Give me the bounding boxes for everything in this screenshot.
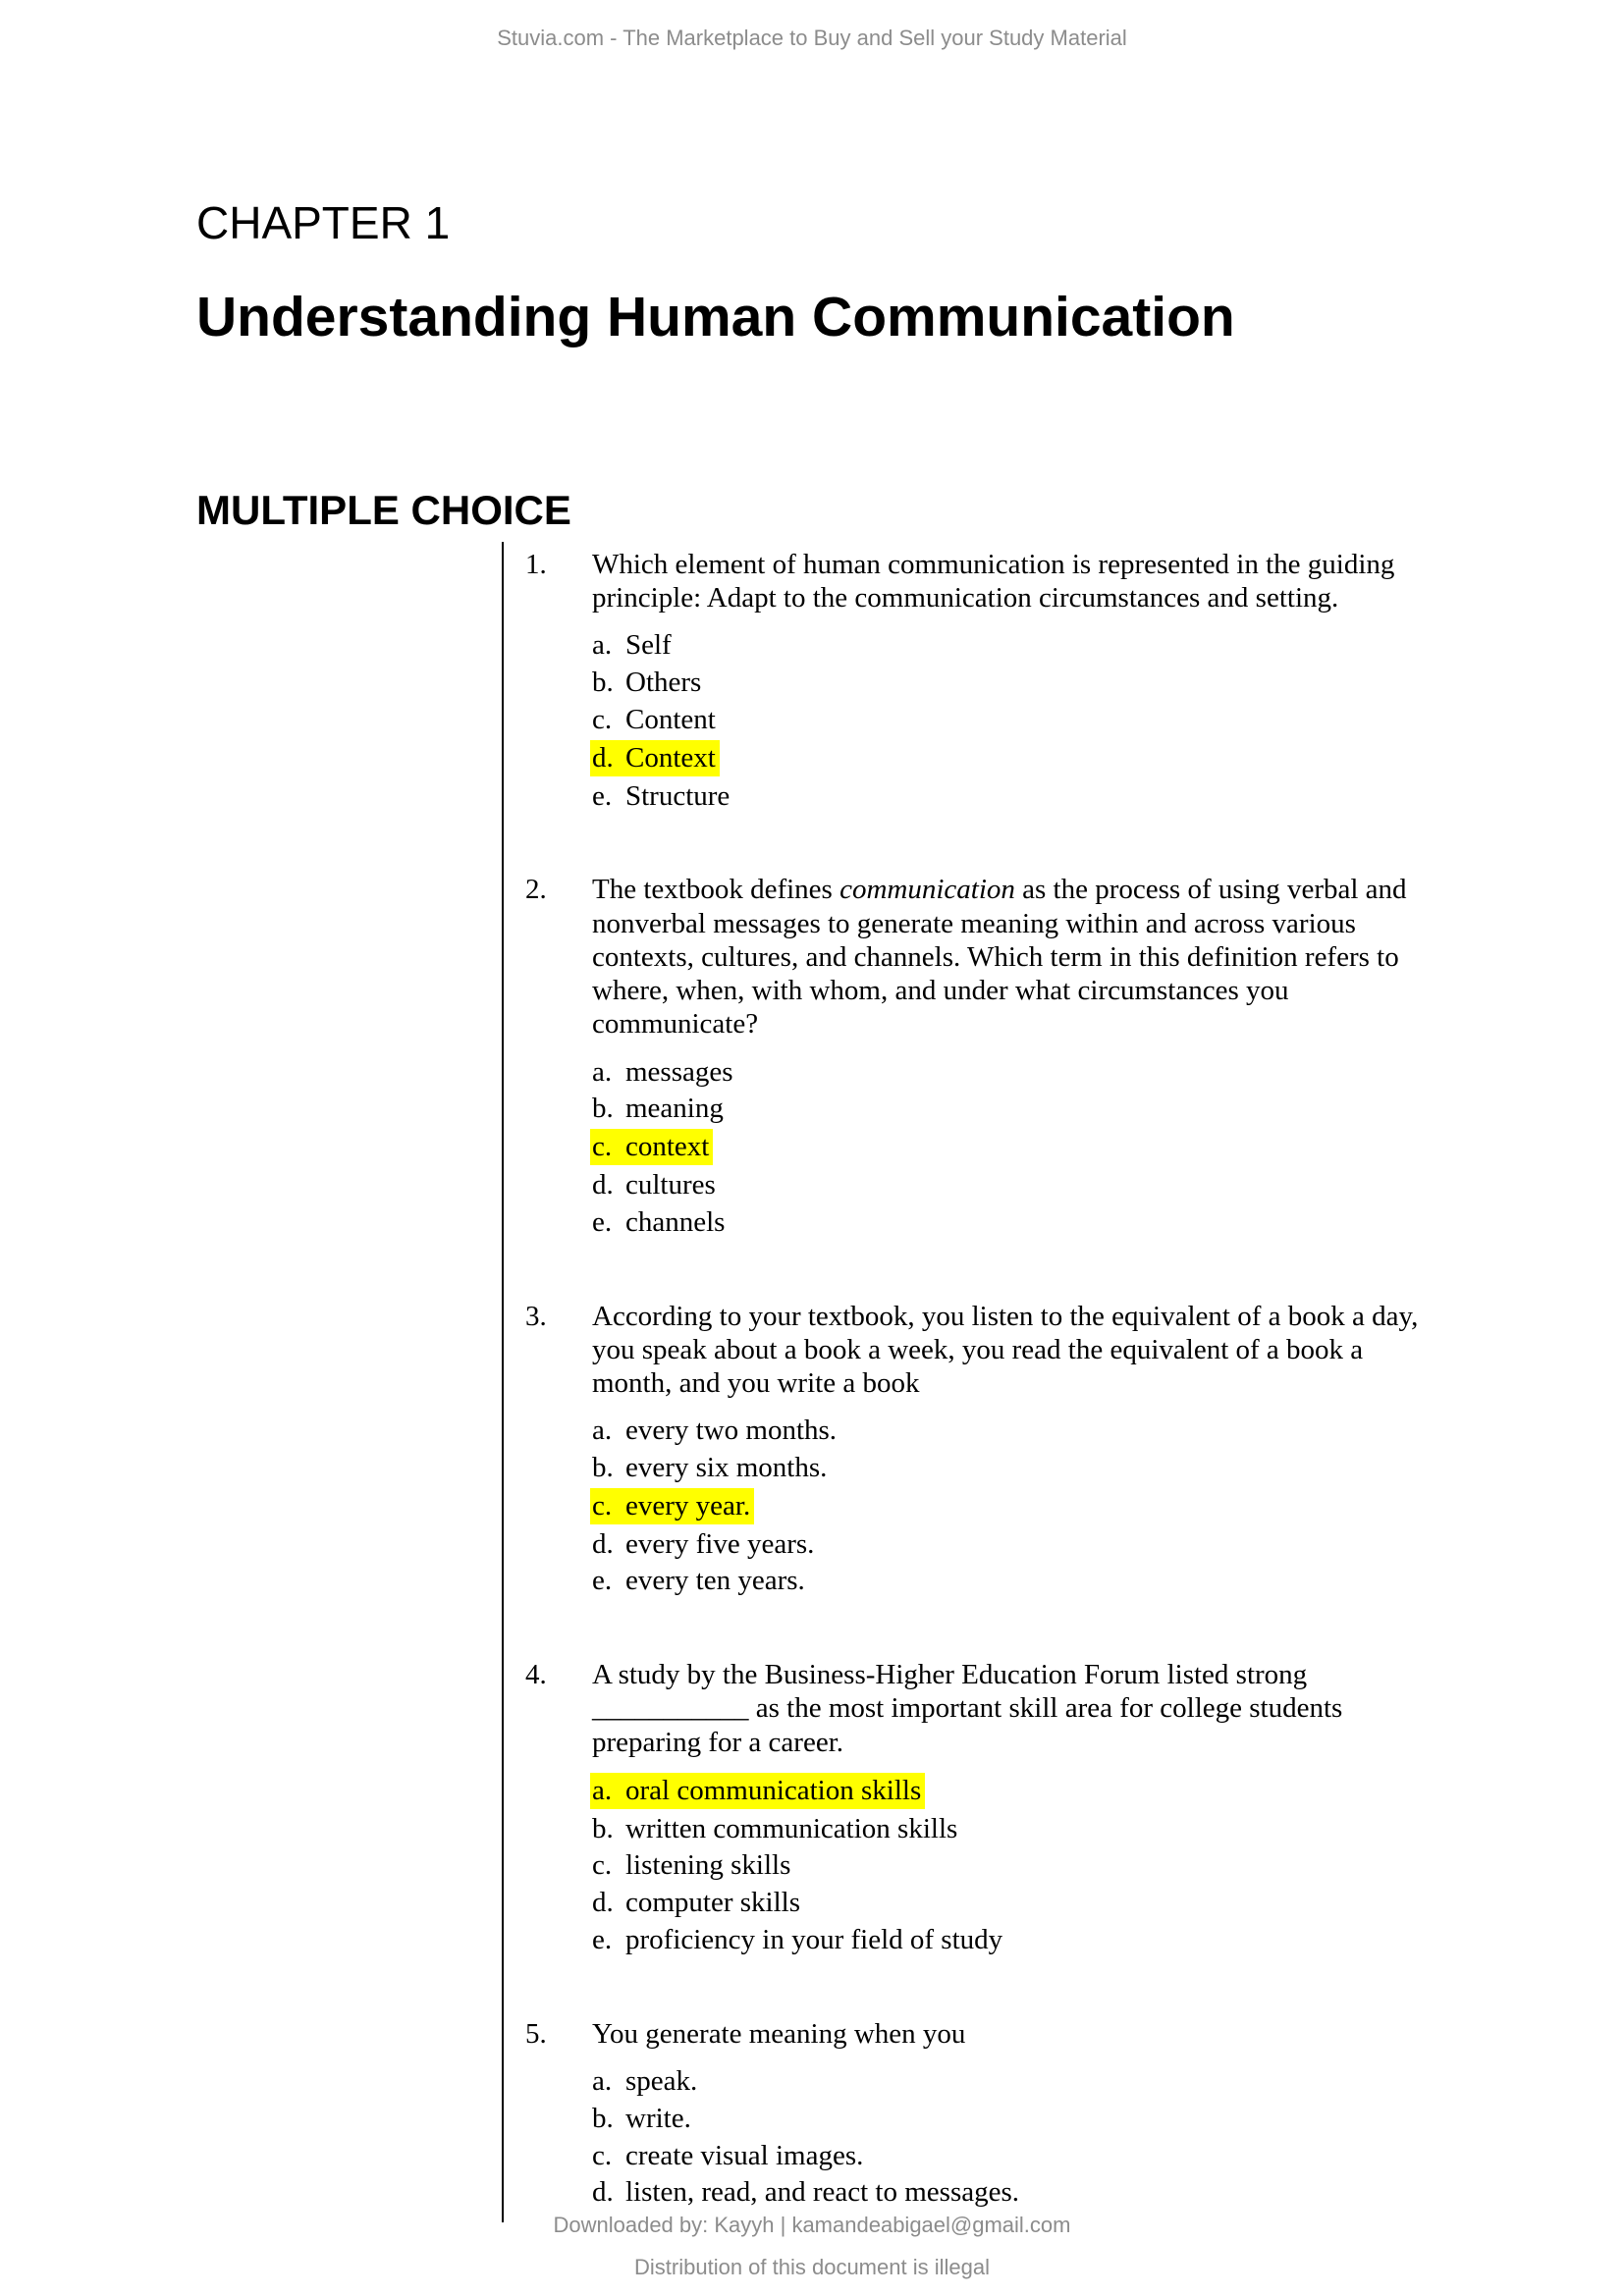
option-row	[592, 2175, 1429, 2210]
option	[592, 2102, 691, 2136]
option-text: written communication skills	[625, 1812, 958, 1844]
option	[592, 1414, 837, 1448]
option-row	[592, 1773, 1429, 1809]
option-row	[592, 666, 1429, 700]
option-row	[592, 740, 1429, 776]
option-row	[592, 1886, 1429, 1920]
question-body	[592, 1300, 1429, 1602]
questions-list	[502, 542, 1492, 2222]
option-letter: d.	[592, 2176, 614, 2209]
option-text: speak.	[625, 2065, 698, 2097]
option-text: write.	[625, 2102, 691, 2134]
option-letter: c.	[592, 2139, 613, 2171]
option-letter: b.	[592, 1093, 614, 1125]
question-text-pre: According to your textbook, you listen to the equivalent of a book a day, you speak about a book a week, you read the equivalent of a book a month, and you write a book	[592, 1300, 1419, 1399]
option-row	[592, 1205, 1429, 1240]
option-letter: b.	[592, 1812, 614, 1844]
option-letter: c.	[592, 1131, 613, 1163]
option-letter: a.	[592, 1415, 613, 1447]
question-body	[592, 548, 1429, 816]
question-body	[592, 1658, 1429, 1960]
option-letter: c.	[592, 704, 613, 736]
option-text: Context	[625, 741, 716, 774]
option-row	[592, 1564, 1429, 1598]
option-row	[592, 1129, 1429, 1165]
option-row	[592, 1168, 1429, 1202]
option-letter: b.	[592, 1451, 614, 1483]
question-text	[592, 873, 1429, 1041]
option-text: proficiency in your field of study	[625, 1923, 1003, 1955]
option-row	[592, 703, 1429, 737]
option-row	[592, 1848, 1429, 1883]
option	[592, 2139, 863, 2173]
question-text-post: as the process of using verbal and nonverbal messages to generate meaning within and across various contexts, cultures, and channels. Which term in this definition refers to where, when, with whom, and under what circumstances you communicate?	[592, 874, 1407, 1041]
option	[592, 666, 701, 700]
question-number: 3.	[525, 1300, 547, 1332]
question-text	[592, 1300, 1429, 1401]
option-text: Self	[625, 629, 672, 662]
option-row	[592, 2139, 1429, 2173]
question	[525, 873, 1492, 1242]
option-text: Structure	[625, 779, 731, 812]
option	[592, 1168, 716, 1202]
option-letter: e.	[592, 1565, 613, 1597]
option-text: Others	[625, 667, 702, 699]
question-text-pre: Which element of human communication is represented in the guiding principle: Adapt to the communication circumstances and setting.	[592, 549, 1395, 614]
option-text: every six months.	[625, 1451, 828, 1483]
option-letter: c.	[592, 1849, 613, 1882]
option-highlighted	[590, 1129, 713, 1165]
question-number: 5.	[525, 2017, 547, 2050]
option-text: listen, read, and react to messages.	[625, 2176, 1020, 2209]
question	[525, 2017, 1492, 2213]
question-text-pre: You generate meaning when you	[592, 2017, 966, 2050]
option-highlighted	[590, 740, 720, 776]
option	[592, 2175, 1019, 2210]
question-text	[592, 548, 1429, 614]
option	[592, 1812, 957, 1846]
option-letter: e.	[592, 1923, 613, 1955]
option	[592, 1923, 1002, 1957]
option-row	[592, 1414, 1429, 1448]
option	[592, 779, 730, 814]
option-text: context	[625, 1131, 710, 1163]
option-text: meaning	[625, 1093, 724, 1125]
option-row	[592, 1092, 1429, 1126]
question-number: 4.	[525, 1659, 547, 1691]
option	[592, 703, 716, 737]
option	[592, 1564, 805, 1598]
question-text	[592, 1658, 1429, 1759]
option-row	[592, 1812, 1429, 1846]
question	[525, 1300, 1492, 1602]
option-text: messages	[625, 1055, 733, 1088]
question	[525, 1658, 1492, 1960]
download-attribution: Downloaded by: Kayyh | kamandeabigael@gmail.com	[553, 2213, 1071, 2237]
option	[592, 1886, 800, 1920]
option-row	[592, 2102, 1429, 2136]
option-letter: c.	[592, 1489, 613, 1522]
distribution-notice: Distribution of this document is illegal	[634, 2255, 990, 2279]
option	[592, 1092, 724, 1126]
option-letter: d.	[592, 741, 614, 774]
section-heading: MULTIPLE CHOICE	[196, 487, 571, 533]
options-list	[592, 628, 1429, 813]
option	[592, 1055, 733, 1090]
chapter-label: CHAPTER 1	[196, 197, 451, 248]
option-letter: b.	[592, 2102, 614, 2134]
option-text: oral communication skills	[625, 1774, 922, 1806]
option-letter: d.	[592, 1168, 614, 1201]
option-letter: a.	[592, 1055, 613, 1088]
question	[525, 548, 1492, 816]
option-text: every five years.	[625, 1527, 815, 1560]
option-text: channels	[625, 1205, 726, 1238]
option-letter: d.	[592, 1887, 614, 1919]
options-list	[592, 1773, 1429, 1957]
option-highlighted	[590, 1488, 754, 1524]
option-text: computer skills	[625, 1887, 801, 1919]
options-list	[592, 2064, 1429, 2210]
option-letter: a.	[592, 2065, 613, 2097]
option-row	[592, 1923, 1429, 1957]
option-text: create visual images.	[625, 2139, 864, 2171]
document-body	[196, 0, 1492, 2222]
site-watermark-header: Stuvia.com - The Marketplace to Buy and Sell your Study Material	[497, 26, 1127, 50]
options-list	[592, 1414, 1429, 1598]
option-letter: e.	[592, 779, 613, 812]
option-text: listening skills	[625, 1849, 791, 1882]
option-text: cultures	[625, 1168, 716, 1201]
option-text: every ten years.	[625, 1565, 805, 1597]
option	[592, 628, 672, 663]
options-list	[592, 1055, 1429, 1240]
option-letter: e.	[592, 1205, 613, 1238]
option-row	[592, 1055, 1429, 1090]
option-letter: b.	[592, 667, 614, 699]
question-text-italic: communication	[839, 874, 1015, 906]
question-number: 1.	[525, 549, 547, 580]
option-letter: a.	[592, 629, 613, 662]
page-title: Understanding Human Communication	[196, 286, 1235, 348]
option-letter: d.	[592, 1527, 614, 1560]
option	[592, 1451, 827, 1485]
question-body	[592, 873, 1429, 1242]
option	[592, 1527, 814, 1562]
question-number: 2.	[525, 874, 547, 906]
option-row	[592, 628, 1429, 663]
option-highlighted	[590, 1773, 925, 1809]
option-row	[592, 2064, 1429, 2099]
option	[592, 2064, 697, 2099]
option-row	[592, 1527, 1429, 1562]
question-text-pre: The textbook defines	[592, 874, 840, 906]
option-text: every two months.	[625, 1415, 838, 1447]
option	[592, 1205, 725, 1240]
option-letter: a.	[592, 1774, 613, 1806]
option	[592, 1848, 790, 1883]
question-text	[592, 2017, 1429, 2051]
option-text: Content	[625, 704, 716, 736]
question-body	[592, 2017, 1429, 2213]
option-text: every year.	[625, 1489, 751, 1522]
option-row	[592, 779, 1429, 814]
question-text-pre: A study by the Business-Higher Education Forum listed strong ___________ as the most important skill area for college students preparing for a career.	[592, 1659, 1343, 1758]
option-row	[592, 1451, 1429, 1485]
option-row	[592, 1488, 1429, 1524]
